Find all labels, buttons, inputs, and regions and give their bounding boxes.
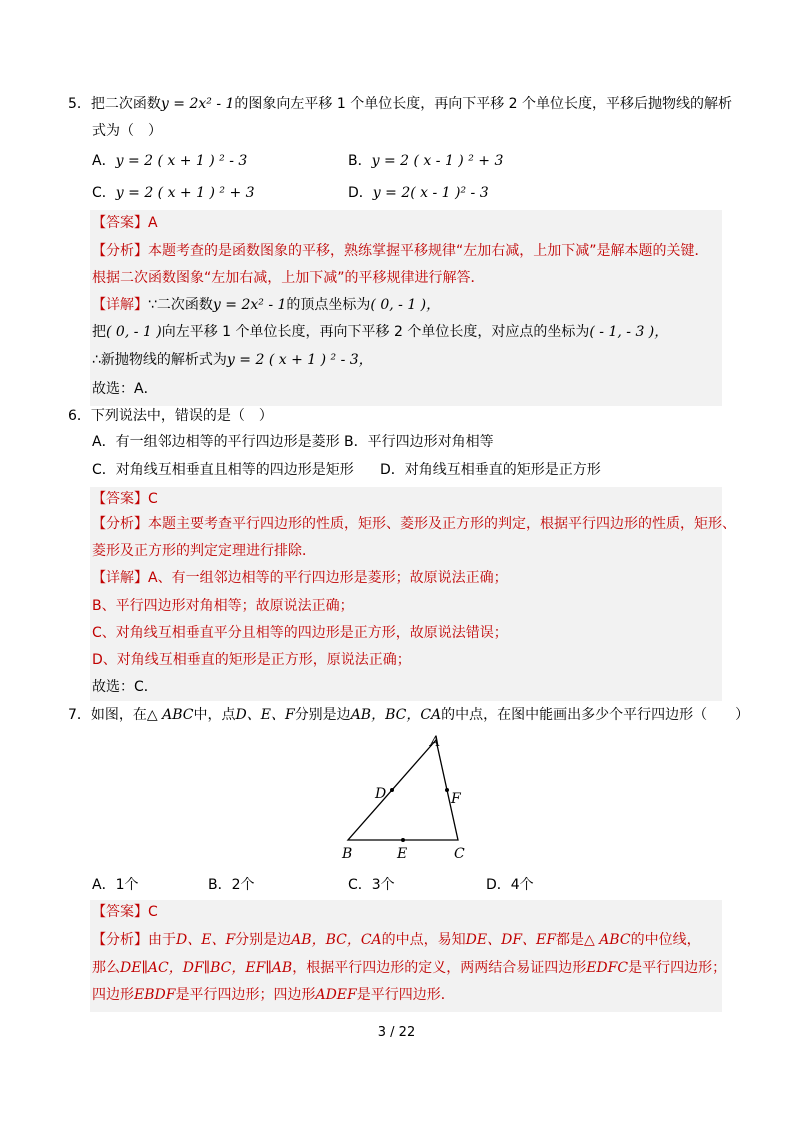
triangle-figure — [330, 728, 490, 868]
q7-option-c[interactable]: C．3个 — [348, 877, 395, 893]
q7-answer: 【答案】C — [92, 904, 158, 920]
label-d: D — [375, 786, 387, 802]
q6-detail-line4: D、对角线互相垂直的矩形是正方形，原说法正确； — [92, 652, 411, 668]
q6-option-a[interactable]: A．有一组邻边相等的平行四边形是菱形 — [92, 434, 340, 450]
label-e: E — [397, 846, 408, 862]
q6-analysis-line1: 【分析】本题主要考查平行四边形的性质，矩形、菱形及正方形的判定，根据平行四边形的性质，矩形、 — [92, 516, 736, 532]
q6-detail-line1: 【详解】A、有一组邻边相等的平行四边形是菱形；故原说法正确； — [92, 570, 508, 586]
point-f — [445, 788, 449, 792]
label-a: A — [430, 734, 441, 750]
q5-stem-line2: 式为（ ） — [92, 123, 162, 139]
q5-detail-line3: ∴新抛物线的解析式为y = 2 ( x + 1 ) ² - 3， — [92, 352, 373, 368]
q5-option-a[interactable]: A．y = 2 ( x + 1 ) ² - 3 — [92, 153, 248, 169]
label-c: C — [454, 846, 465, 862]
page-number: 3 / 22 — [377, 1025, 416, 1040]
q5-analysis-line1: 【分析】本题考查的是函数图象的平移，熟练掌握平移规律“左加右减，上加下减”是解本题的关键． — [92, 243, 709, 259]
q6-option-b[interactable]: B．平行四边形对角相等 — [344, 434, 494, 450]
q5-option-c[interactable]: C．y = 2 ( x + 1 ) ² + 3 — [92, 185, 255, 201]
q5-detail-line2: 把( 0, - 1 )向左平移 1 个单位长度，再向下平移 2 个单位长度，对应点的坐标为( - 1, - 3 )， — [92, 324, 669, 340]
q7-stem: 7．如图，在△ ABC中，点D、E、F分别是边AB，BC，CA的中点，在图中能画出多少个平行四边形（ ） — [68, 707, 750, 723]
q6-analysis-line2: 菱形及正方形的判定定理进行排除． — [92, 543, 316, 559]
q7-option-a[interactable]: A．1个 — [92, 877, 139, 893]
q7-option-b[interactable]: B．2个 — [208, 877, 255, 893]
q6-detail-line3: C、对角线互相垂直平分且相等的四边形是正方形，故原说法错误； — [92, 625, 508, 641]
q6-option-d[interactable]: D．对角线互相垂直的矩形是正方形 — [380, 462, 601, 478]
label-f: F — [451, 791, 461, 807]
q5-stem-line1: 5．把二次函数y = 2x² - 1的图象向左平移 1 个单位长度，再向下平移 2 个单位长度，平移后抛物线的解析 — [68, 96, 733, 112]
q5-choose: 故选：A． — [92, 381, 158, 397]
label-b: B — [342, 846, 353, 862]
q6-choose: 故选：C． — [92, 679, 158, 695]
q6-answer: 【答案】C — [92, 491, 158, 507]
q5-option-b[interactable]: B．y = 2 ( x - 1 ) ² + 3 — [348, 153, 504, 169]
q7-analysis-line2: 那么DE∥AC，DF∥BC，EF∥AB，根据平行四边形的定义，两两结合易证四边形EDFC是平行四边形； — [92, 960, 727, 976]
q5-analysis-line2: 根据二次函数图象“左加右减，上加下减”的平移规律进行解答． — [92, 270, 485, 286]
q6-option-c[interactable]: C．对角线互相垂直且相等的四边形是矩形 — [92, 462, 354, 478]
q7-analysis-line3: 四边形EBDF是平行四边形；四边形ADEF是平行四边形． — [92, 987, 455, 1003]
q5-answer: 【答案】A — [92, 215, 158, 231]
q6-stem: 6．下列说法中，错误的是（ ） — [68, 408, 273, 424]
q5-option-d[interactable]: D．y = 2( x - 1 )² - 3 — [348, 185, 489, 201]
point-e — [401, 838, 405, 842]
q5-detail-line1: 【详解】∵二次函数y = 2x² - 1的顶点坐标为( 0, - 1 )， — [92, 297, 441, 313]
triangle-abc — [348, 740, 458, 840]
q7-option-d[interactable]: D．4个 — [486, 877, 534, 893]
point-d — [390, 788, 394, 792]
q6-detail-line2: B、平行四边形对角相等；故原说法正确； — [92, 598, 354, 614]
q7-analysis-line1: 【分析】由于D、E、F分别是边AB，BC，CA的中点，易知DE、DF、EF都是△ ABC的中位线， — [92, 932, 701, 948]
